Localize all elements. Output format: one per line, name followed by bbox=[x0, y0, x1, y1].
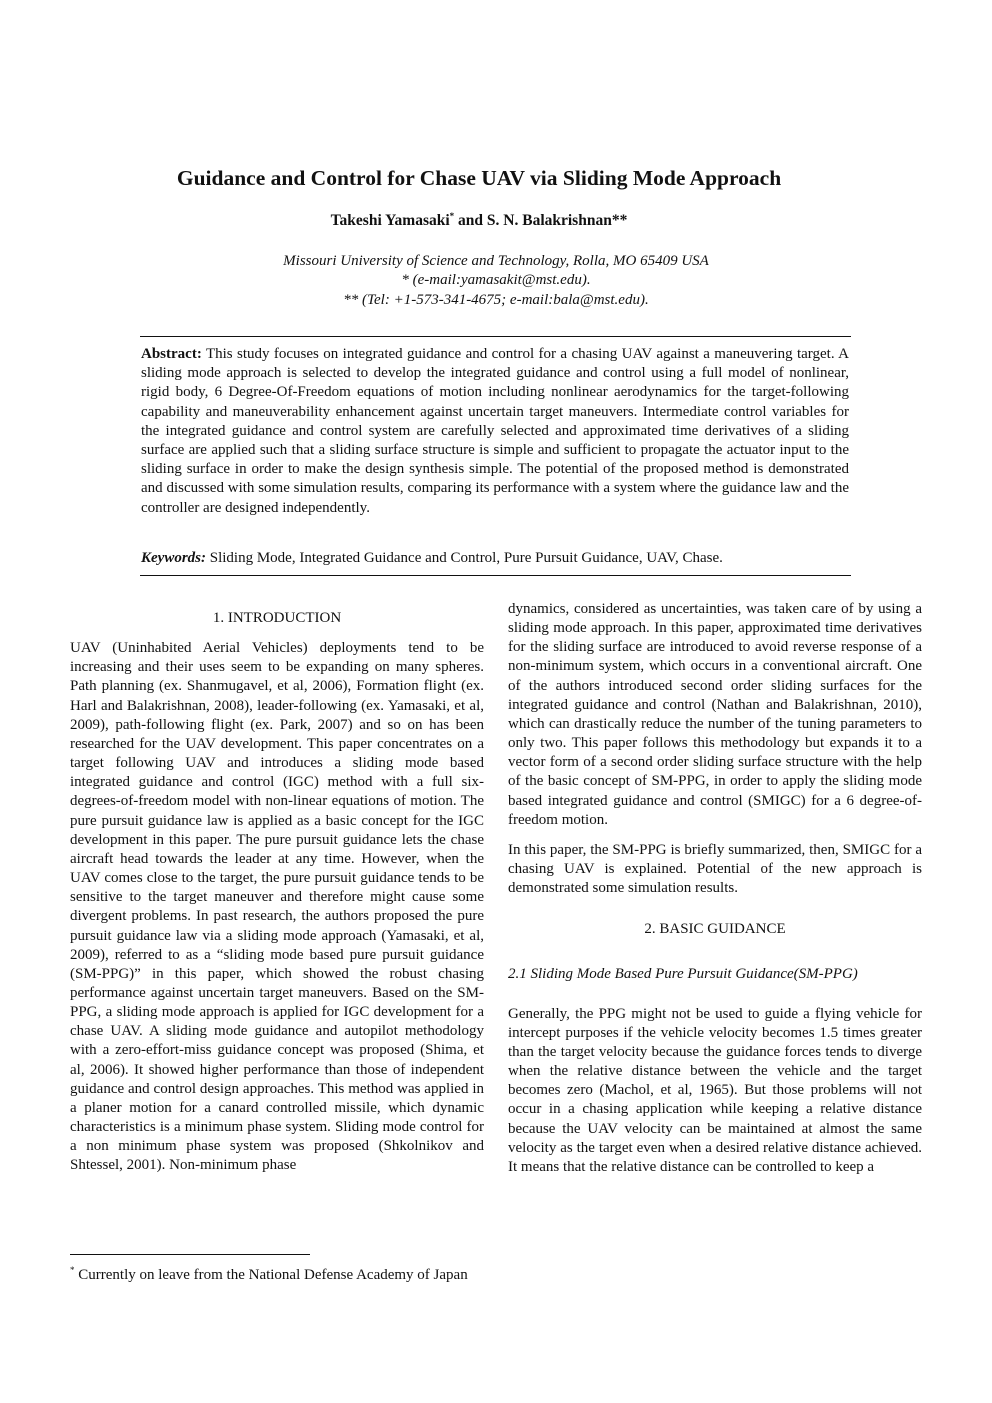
footnote-text: Currently on leave from the National Defense Academy of Japan bbox=[74, 1267, 468, 1283]
email-1: * (e-mail:yamasakit@mst.edu). bbox=[401, 272, 591, 288]
affiliation: Missouri University of Science and Technology, Rolla, MO 65409 USA bbox=[283, 253, 709, 269]
footnote-mark: * bbox=[70, 1265, 75, 1275]
abstract bbox=[141, 345, 849, 518]
author-line bbox=[0, 211, 958, 230]
keywords-label: Keywords: bbox=[141, 550, 206, 566]
author-join: and bbox=[454, 212, 487, 230]
intro-paragraph: UAV (Uninhabited Aerial Vehicles) deployments tend to be increasing and their uses seem to be expanding on many spheres. Path planning (ex. Shanmugavel, et al, 2006), Formation flight (ex. Harl and Balakrishnan, 2008), leader-following (ex. Yamasaki, et al, 2009), path-following flight (ex. Park, 2007) and so on has been researched for the UAV development. This paper concentrates on a target following UAV and introduces a sliding mode based integrated guidance and control (IGC) method with a full six-degrees-of-freedom model with non-linear equations of motion. The pure pursuit guidance law is applied as a basic concept for the IGC development in this paper. The pure pursuit guidance lets the chase aircraft head towards the leader at any time. However, when the UAV comes close to the target, the pure pursuit guidance tends to be sensitive to the target maneuver and therefore might cause some divergent problems. In past research, the authors proposed the pure pursuit guidance law via a sliding mode approach (Yamasaki, et al, 2009), referred to as a “sliding mode based pure pursuit guidance (SM-PPG)” in this paper, which showed the robust chasing performance against uncertain target maneuvers. Based on the SM-PPG, a sliding mode approach is applied for IGC development for a chase UAV. A sliding mode guidance and autopilot methodology with a zero-effort-miss guidance concept was proposed (Shima, et al, 2006). It showed higher performance than those of independent guidance and control design approaches. This method was applied in a planer motion for a canard controlled missile, which dynamic characteristics is a minimum phase system. Sliding mode control for a non minimum phase system was proposed (Shkolnikov and Shtessel, 2001). Non-minimum phase bbox=[70, 640, 484, 1174]
author-1: Takeshi Yamasaki bbox=[330, 212, 450, 230]
paper-title: Guidance and Control for Chase UAV via Sliding Mode Approach bbox=[176, 166, 782, 190]
section-heading-basic-guidance: 2. BASIC GUIDANCE bbox=[644, 921, 786, 938]
keywords-text: Sliding Mode, Integrated Guidance and Control, Pure Pursuit Guidance, UAV, Chase. bbox=[206, 550, 723, 566]
footnote bbox=[70, 1265, 468, 1284]
right-column bbox=[508, 600, 922, 1177]
author-1-mark: * bbox=[449, 211, 455, 221]
basic-guidance-paragraph: Generally, the PPG might not be used to guide a flying vehicle for intercept purposes if the vehicle velocity becomes 1.5 times greater than the target velocity because the guidance forces tends to diverge when the relative distance between the vehicle and the target becomes zero (Machol, et al, 1965). But those problems will not occur in a chasing application while keeping a relative distance because the UAV velocity can be maintained at almost the same velocity as the target even when a desired relative distance achieved. It means that the relative distance can be controlled to keep a bbox=[508, 1005, 922, 1175]
keywords bbox=[141, 550, 849, 567]
email-2: ** (Tel: +1-573-341-4675; e-mail:bala@mst.edu). bbox=[343, 292, 649, 308]
abstract-label: Abstract: bbox=[141, 346, 202, 362]
intro-paragraph-2: In this paper, the SM-PPG is briefly summarized, then, SMIGC for a chasing UAV is explained. Potential of the new approach is demonstrated some simulation results. bbox=[508, 841, 922, 897]
abstract-top-rule bbox=[140, 336, 851, 337]
abstract-text: This study focuses on integrated guidance and control for a chasing UAV against a maneuvering target. A sliding mode approach is selected to develop the integrated guidance and control using a full model of nonlinear, rigid body, 6 Degree-Of-Freedom equations of motion including nonlinear aerodynamics for the target-following capability and maneuverability enhancement against uncertain target maneuvers. Intermediate control variables for the integrated guidance and control system are carefully selected and approximated time derivatives of a sliding surface are applied such that a sliding surface structure is simple and sufficient to propagate the actuator input to the sliding surface in order to make the design synthesis simple. The potential of the proposed method is demonstrated and discussed with some simulation results, comparing its performance with a system where the guidance law and the controller are designed independently. bbox=[141, 346, 849, 516]
subsection-heading: 2.1 Sliding Mode Based Pure Pursuit Guidance(SM-PPG) bbox=[508, 965, 858, 982]
section-heading-introduction: 1. INTRODUCTION bbox=[212, 610, 342, 626]
author-2: S. N. Balakrishnan** bbox=[486, 212, 628, 230]
intro-paragraph-continued: dynamics, considered as uncertainties, was taken care of by using a sliding mode approach. In this paper, approximated time derivatives for the sliding surface are introduced to avoid reverse response of a non-minimum system, which occurs in a conventional aircraft. One of the authors introduced second order sliding surfaces for the integrated guidance and control (Nathan and Balakrishnan, 2010), which can drastically reduce the number of the tuning parameters to only two. This paper follows this methodology but expands it to a vector form of a second order sliding surface structure with the help of the basic concept of SM-PPG, in order to apply the sliding mode based integrated guidance and control (SMIGC) for a 6 degree-of- freedom motion. bbox=[508, 601, 922, 828]
footnote-rule bbox=[70, 1254, 310, 1255]
left-column bbox=[70, 609, 484, 1176]
abstract-bottom-rule bbox=[140, 575, 851, 576]
